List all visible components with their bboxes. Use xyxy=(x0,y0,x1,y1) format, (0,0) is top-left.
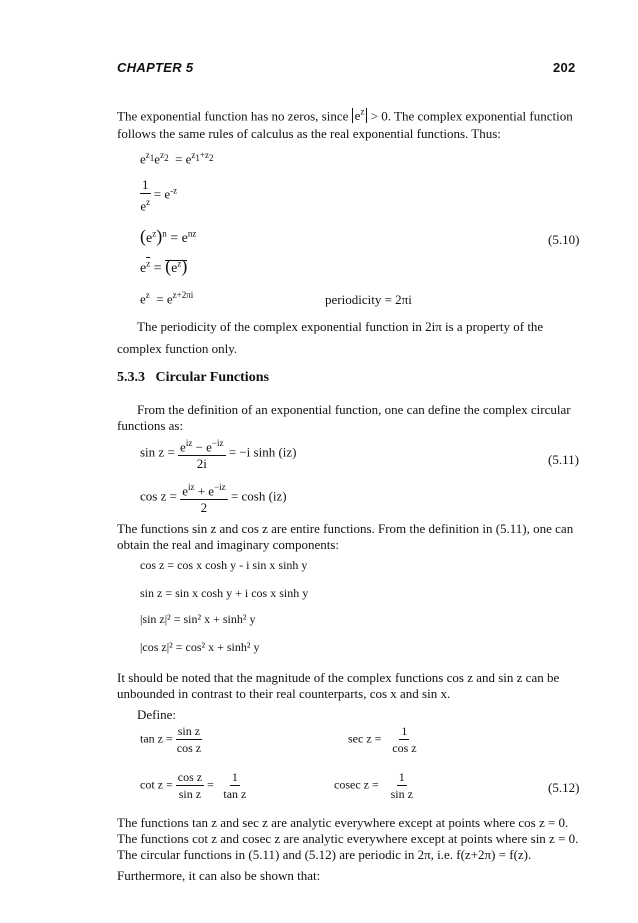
abs-exp-z: $e^z$ xyxy=(352,108,368,123)
equation-number-5-10: (5.10) xyxy=(548,232,580,247)
entire-line-1: The functions sin z and cos z are entire functions. From the definition in (5.11), one can xyxy=(117,521,574,536)
eq-exp-reciprocal: $\frac{1}{e^z}$ = $e^{-z}$ xyxy=(140,177,178,214)
closing-line-4: Furthermore, it can also be shown that: xyxy=(117,868,321,883)
eq-sin-components: sin z = sin x cosh y + i cos x sinh y xyxy=(140,586,309,600)
eq-abs-sin: |sin z|² = sin² x + sinh² y xyxy=(140,612,256,626)
eq-cos-definition: cos z = $\frac{e^{iz} + e^{-iz}}{2}$ = cosh (iz) xyxy=(140,482,287,516)
eq-sec-definition: sec z = $\frac{1}{\text{cos z}}$ xyxy=(348,724,417,755)
section-title: Circular Functions xyxy=(155,370,269,385)
intro-line-2: follows the same rules of calculus as the real exponential functions. Thus: xyxy=(117,126,501,141)
page-number: 202 xyxy=(553,60,576,75)
eq-abs-cos: |cos z|² = cos² x + sinh² y xyxy=(140,640,260,654)
section-number: 5.3.3 xyxy=(117,370,145,385)
eq-sin-definition: sin z = $\frac{e^{iz} - e^{-iz}}{2i}$ = −i sinh (iz) xyxy=(140,438,297,472)
closing-line-3: The circular functions in (5.11) and (5.12) are periodic in 2π, i.e. f(z+2π) = f(z). xyxy=(117,847,532,862)
define-label: Define: xyxy=(137,707,176,722)
eq-cos-components: cos z = cos x cosh y - i sin x sinh y xyxy=(140,558,308,572)
eq-exp-product: $e^{z_1}e^{z_2} = e^{z_1+z_2}$ xyxy=(140,150,214,167)
eq-exp-periodic: $e^z = e^{z+2\pi i}$ xyxy=(140,290,194,307)
closing-line-1: The functions tan z and sec z are analytic everywhere except at points where cos z = 0. xyxy=(117,815,569,830)
equation-number-5-12: (5.12) xyxy=(548,780,580,795)
unbounded-line-1: It should be noted that the magnitude of the complex functions cos z and sin z can be xyxy=(117,670,560,685)
closing-line-2: The functions cot z and cosec z are analytic everywhere except at points where sin z = 0. xyxy=(117,831,579,846)
definition-line-2: functions as: xyxy=(117,418,184,433)
eq-tan-definition: tan z = $\frac{\text{sin z}}{\text{cos z}}$ xyxy=(140,724,202,755)
eq-cosec-definition: cosec z = $\frac{1}{\text{sin z}}$ xyxy=(334,770,413,801)
chapter-heading: CHAPTER 5 xyxy=(117,60,194,75)
equation-number-5-11: (5.11) xyxy=(548,452,579,467)
eq-exp-conjugate: $e^{\overline{z}} = (e^z)$ xyxy=(140,256,188,276)
unbounded-line-2: unbounded in contrast to their real counterparts, cos x and sin x. xyxy=(117,686,451,701)
periodicity-note: periodicity = 2πi xyxy=(325,292,412,307)
definition-line-1: From the definition of an exponential function, one can define the complex circular xyxy=(137,402,571,417)
eq-exp-power: $(e^z)^n = e^{nz}$ xyxy=(140,226,197,246)
section-heading xyxy=(117,370,269,386)
entire-line-2: obtain the real and imaginary components: xyxy=(117,537,340,552)
intro-line-1: The exponential function has no zeros, since $e^z > 0$. The complex exponential function xyxy=(117,107,573,124)
eq-cot-definition: cot z = $\frac{\text{cos z}}{\text{sin z}}$ = $\frac{1}{\text{tan z}}$ xyxy=(140,770,247,801)
periodicity-line-1: The periodicity of the complex exponential function in 2iπ is a property of the xyxy=(137,319,544,334)
periodicity-line-2: complex function only. xyxy=(117,341,238,356)
